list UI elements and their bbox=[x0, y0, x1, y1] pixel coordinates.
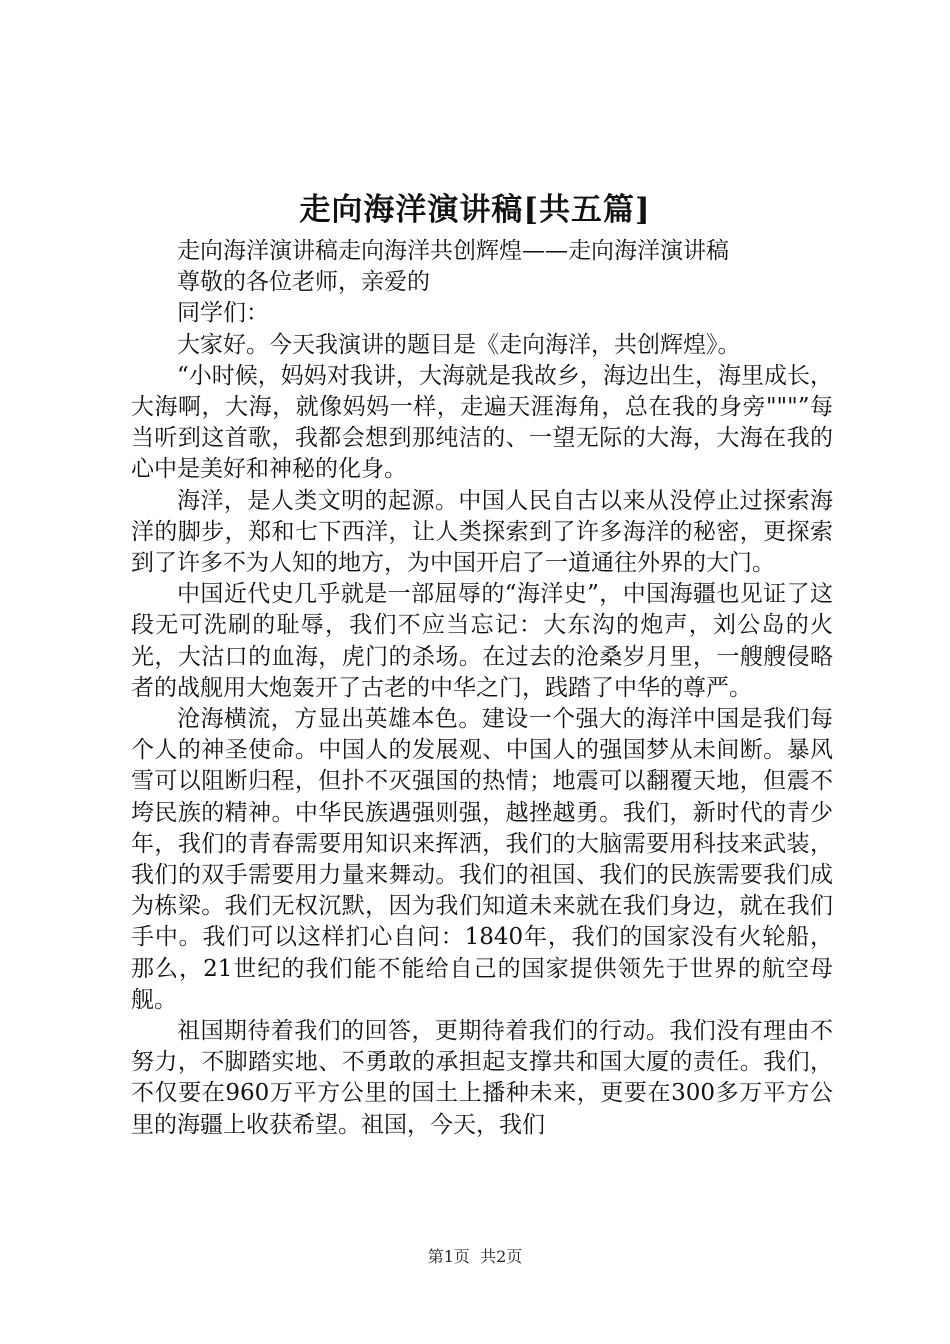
paragraph: 祖国期待着我们的回答，更期待着我们的行动。我们没有理由不努力，不脚踏实地、不勇敢的承担起支撑共和国大厦的责任。我们，不仅要在960万平方公里的国土上播种未来，更要在300多万平方公里的海疆上收获希望。祖国，今天，我们 bbox=[131, 1018, 833, 1138]
document-title: 走向海洋演讲稿[共五篇] bbox=[299, 192, 651, 228]
paragraph: 海洋，是人类文明的起源。中国人民自古以来从没停止过探索海洋的脚步，郑和七下西洋，让人类探索到了许多海洋的秘密，更探索到了许多不为人知的地方，为中国开启了一道通往外界的大门。 bbox=[131, 487, 833, 577]
paragraph: 中国近代史几乎就是一部屈辱的“海洋史”，中国海疆也见证了这段无可洗刷的耻辱，我们不应当忘记：大东沟的炮声，刘公岛的火光，大沽口的血海，虎门的杀场。在过去的沧桑岁月里，一艘艘侵略者的战舰用大炮轰开了古老的中华之门，践踏了中华的尊严。 bbox=[131, 581, 833, 701]
page-footer bbox=[0, 1244, 950, 1267]
paragraph: 尊敬的各位老师，亲爱的 bbox=[177, 269, 430, 296]
document-body bbox=[131, 236, 833, 1141]
page-total: 共2页 bbox=[480, 1247, 523, 1266]
paragraph: 同学们： bbox=[177, 300, 269, 327]
paragraph: “小时候，妈妈对我讲，大海就是我故乡，海边出生，海里成长，大海啊，大海，就像妈妈一样，走遍天涯海角，总在我的身旁"""”每当听到这首歌，我都会想到那纯洁的、一望无际的大海，大海在我的心中是美好和神秘的化身。 bbox=[131, 362, 833, 483]
paragraph: 沧海横流，方显出英雄本色。建设一个强大的海洋中国是我们每个人的神圣使命。中国人的发展观、中国人的强国梦从未间断。暴风雪可以阻断归程，但扑不灭强国的热情；地震可以翻覆天地，但震不垮民族的精神。中华民族遇强则强，越挫越勇。我们，新时代的青少年，我们的青春需要用知识来挥洒，我们的大脑需要用科技来武装，我们的双手需要用力量来舞动。我们的祖国、我们的民族需要我们成为栋梁。我们无权沉默，因为我们知道未来就在我们身边，就在我们手中。我们可以这样扪心自问：1840年，我们的国家没有火轮船，那么，21世纪的我们能不能给自己的国家提供领先于世界的航空母舰。 bbox=[131, 706, 833, 1013]
page-number: 第1页 bbox=[427, 1247, 470, 1266]
paragraph: 走向海洋演讲稿走向海洋共创辉煌——走向海洋演讲稿 bbox=[177, 238, 729, 264]
paragraph: 大家好。今天我演讲的题目是《走向海洋，共创辉煌》。 bbox=[177, 331, 741, 358]
footer-spacer bbox=[470, 1247, 480, 1266]
